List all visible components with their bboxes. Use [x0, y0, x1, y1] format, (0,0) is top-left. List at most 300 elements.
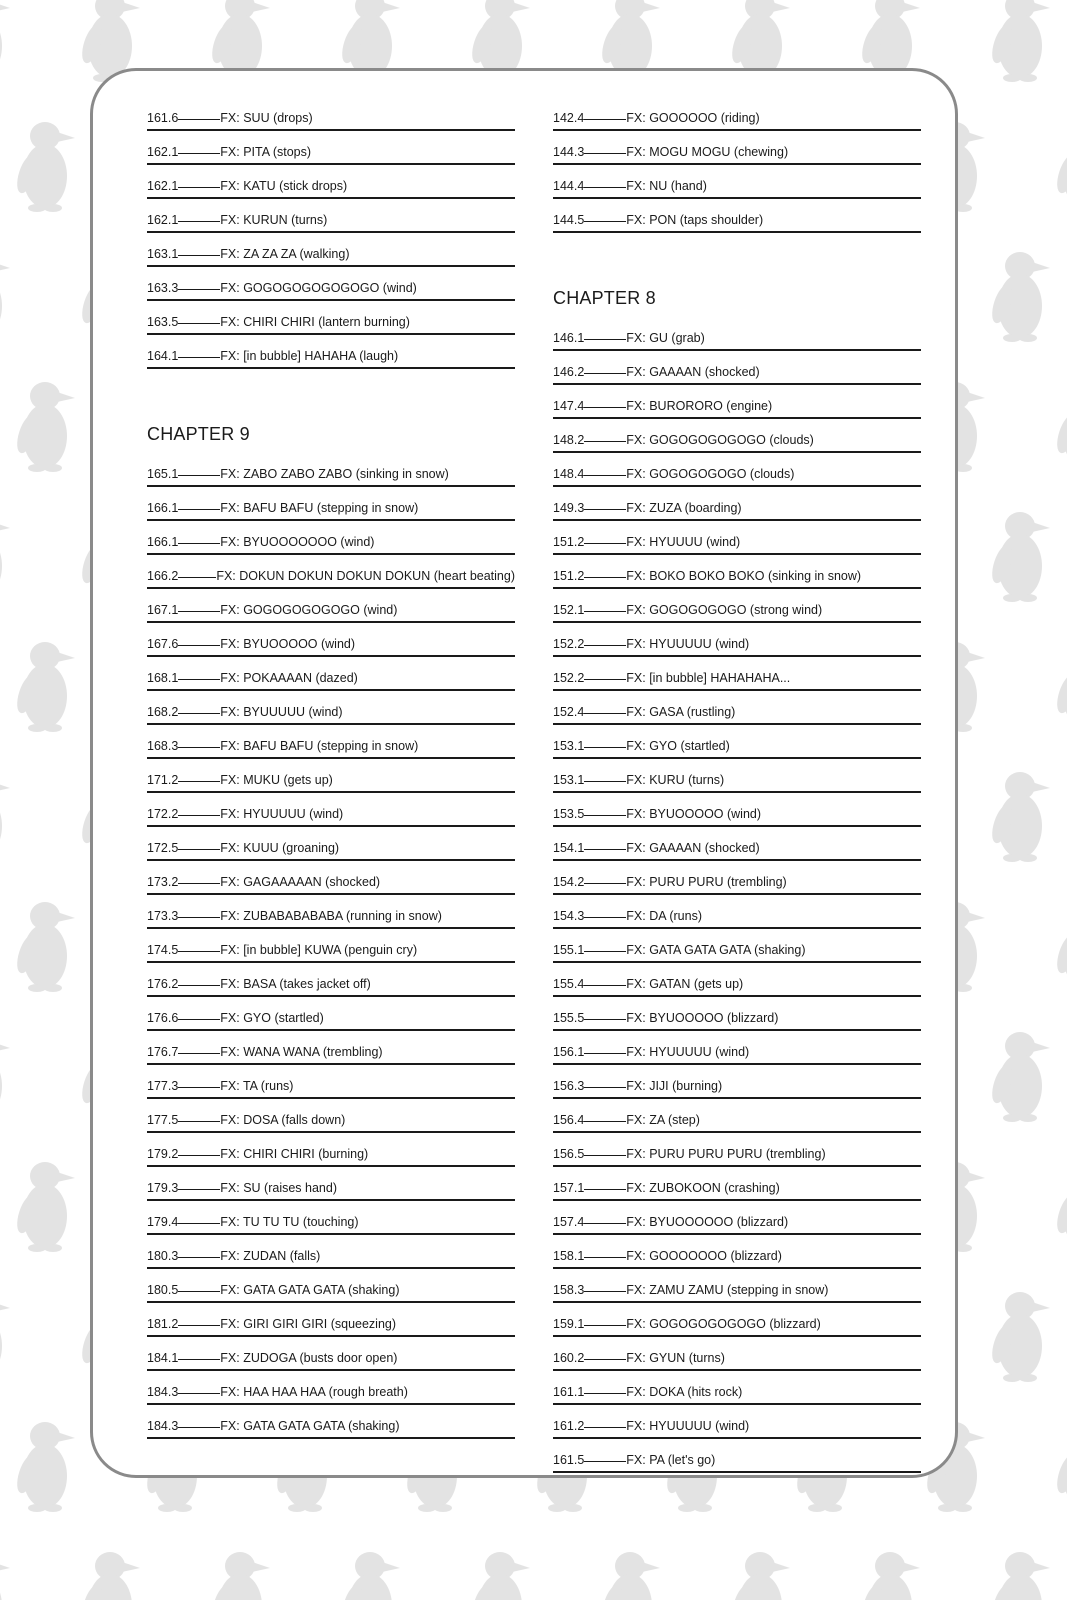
page-panel-number: 157.1 [553, 1181, 585, 1195]
em-dash-separator [584, 1223, 626, 1224]
page-panel-number: 168.3 [147, 739, 179, 753]
fx-entry [147, 555, 515, 589]
penguin-silhouette-icon [988, 1292, 1050, 1382]
penguin-silhouette-icon [1053, 1162, 1067, 1252]
fx-entry [147, 453, 515, 487]
fx-translation: FX: [in bubble] HAHAHA (laugh) [220, 349, 399, 363]
fx-translation: FX: BAFU BAFU (stepping in snow) [220, 501, 419, 515]
page-panel-number: 148.2 [553, 433, 585, 447]
fx-translation: FX: BURORORO (engine) [626, 399, 773, 413]
em-dash-separator [584, 543, 626, 544]
fx-translation: FX: BYUOOOOOOO (wind) [220, 535, 375, 549]
fx-translation: FX: KURU (turns) [626, 773, 725, 787]
penguin-silhouette-icon [0, 512, 10, 602]
fx-translation: FX: GASA (rustling) [626, 705, 736, 719]
em-dash-separator [584, 679, 626, 680]
em-dash-separator [584, 747, 626, 748]
em-dash-separator [178, 781, 220, 782]
page-panel-number: 144.5 [553, 213, 585, 227]
page-panel-number: 158.1 [553, 1249, 585, 1263]
page-panel-number: 152.2 [553, 671, 585, 685]
em-dash-separator [584, 1053, 626, 1054]
page-panel-number: 172.2 [147, 807, 179, 821]
penguin-silhouette-icon [0, 1552, 10, 1600]
penguin-silhouette-icon [13, 902, 75, 992]
fx-translation: FX: GATA GATA GATA (shaking) [220, 1283, 400, 1297]
penguin-silhouette-icon [338, 1552, 400, 1600]
em-dash-separator [178, 713, 220, 714]
page-panel-number: 167.1 [147, 603, 179, 617]
fx-translation: FX: JIJI (burning) [626, 1079, 723, 1093]
em-dash-separator [584, 153, 626, 154]
em-dash-separator [178, 611, 220, 612]
fx-entry [147, 1133, 515, 1167]
fx-entry [147, 1099, 515, 1133]
fx-entry [553, 1405, 921, 1439]
fx-entry [553, 1201, 921, 1235]
penguin-silhouette-icon [1053, 642, 1067, 732]
fx-translation: FX: ZUZA (boarding) [626, 501, 742, 515]
page-panel-number: 155.1 [553, 943, 585, 957]
fx-translation: FX: POKAAAAN (dazed) [220, 671, 358, 685]
fx-translation: FX: GYO (startled) [626, 739, 730, 753]
fx-translation: FX: [in bubble] KUWA (penguin cry) [220, 943, 418, 957]
fx-entry [553, 623, 921, 657]
fx-entry [147, 97, 515, 131]
em-dash-separator [584, 1087, 626, 1088]
fx-entry [553, 997, 921, 1031]
em-dash-separator [584, 119, 626, 120]
penguin-silhouette-icon [1053, 382, 1067, 472]
em-dash-separator [584, 1019, 626, 1020]
penguin-silhouette-icon [1053, 902, 1067, 992]
fx-entry [147, 199, 515, 233]
page-panel-number: 176.7 [147, 1045, 179, 1059]
fx-entry [553, 453, 921, 487]
fx-translation: FX: GOGOGOGOGO (strong wind) [626, 603, 823, 617]
page-panel-number: 168.2 [147, 705, 179, 719]
fx-entry [553, 131, 921, 165]
fx-translation: FX: HYUUUU (wind) [626, 535, 741, 549]
chapter-8-heading: CHAPTER 8 [553, 288, 656, 308]
fx-entry [147, 1235, 515, 1269]
page-panel-number: 159.1 [553, 1317, 585, 1331]
em-dash-separator [178, 221, 220, 222]
em-dash-separator [584, 1291, 626, 1292]
fx-entry [553, 759, 921, 793]
fx-entry [553, 1439, 921, 1473]
em-dash-separator [178, 323, 220, 324]
fx-translation: FX: GOGOGOGOGOGO (wind) [220, 603, 398, 617]
fx-entry [553, 895, 921, 929]
em-dash-separator [584, 1461, 626, 1462]
fx-entry [553, 691, 921, 725]
em-dash-separator [178, 1121, 220, 1122]
penguin-silhouette-icon [1053, 122, 1067, 212]
page-panel-number: 146.1 [553, 331, 585, 345]
page-panel-number: 180.5 [147, 1283, 179, 1297]
em-dash-separator [178, 849, 220, 850]
page-panel-number: 179.3 [147, 1181, 179, 1195]
em-dash-separator [178, 187, 220, 188]
em-dash-separator [178, 289, 220, 290]
fx-translation: FX: MOGU MOGU (chewing) [626, 145, 789, 159]
page-panel-number: 154.1 [553, 841, 585, 855]
page-panel-number: 163.5 [147, 315, 179, 329]
fx-entry [147, 895, 515, 929]
em-dash-separator [178, 1393, 220, 1394]
fx-entry [147, 997, 515, 1031]
fx-entry [553, 521, 921, 555]
fx-translation: FX: ZABO ZABO ZABO (sinking in snow) [220, 467, 449, 481]
fx-translation: FX: ZA ZA ZA (walking) [220, 247, 350, 261]
fx-translation: FX: NU (hand) [626, 179, 707, 193]
em-dash-separator [584, 1325, 626, 1326]
fx-entry [553, 827, 921, 861]
fx-translation: FX: ZUDAN (falls) [220, 1249, 321, 1263]
fx-entry [147, 1371, 515, 1405]
penguin-silhouette-icon [13, 122, 75, 212]
page-panel-number: 184.3 [147, 1419, 179, 1433]
fx-entry [553, 1065, 921, 1099]
fx-entry [147, 487, 515, 521]
penguin-silhouette-icon [598, 1552, 660, 1600]
fx-translation: FX: GU (grab) [626, 331, 705, 345]
fx-entry [553, 793, 921, 827]
page-panel-number: 165.1 [147, 467, 179, 481]
penguin-silhouette-icon [13, 642, 75, 732]
fx-entry [147, 827, 515, 861]
penguin-silhouette-icon [13, 1162, 75, 1252]
penguin-silhouette-icon [988, 772, 1050, 862]
page-panel-number: 162.1 [147, 213, 179, 227]
fx-translation: FX: DA (runs) [626, 909, 702, 923]
page-panel-number: 184.1 [147, 1351, 179, 1365]
fx-translation: FX: GOGOGOGOGOGO (clouds) [626, 433, 814, 447]
page-panel-number: 151.2 [553, 569, 585, 583]
page-panel-number: 181.2 [147, 1317, 179, 1331]
fx-translation: FX: HYUUUUU (wind) [626, 1419, 750, 1433]
em-dash-separator [178, 577, 216, 578]
em-dash-separator [178, 951, 220, 952]
page-panel-number: 164.1 [147, 349, 179, 363]
em-dash-separator [178, 1325, 220, 1326]
fx-entry [553, 555, 921, 589]
page-panel-number: 153.5 [553, 807, 585, 821]
penguin-silhouette-icon [988, 0, 1050, 82]
fx-entry [147, 131, 515, 165]
fx-entry [147, 963, 515, 997]
fx-entry [147, 793, 515, 827]
fx-entry [147, 233, 515, 267]
fx-translation: FX: GOOOOOOO (blizzard) [626, 1249, 782, 1263]
fx-entry [147, 1065, 515, 1099]
fx-entry [553, 165, 921, 199]
page-panel-number: 142.4 [553, 111, 585, 125]
fx-translation: FX: GOGOGOGOGOGOGO (wind) [220, 281, 417, 295]
fx-translation: FX: HYUUUUU (wind) [626, 1045, 750, 1059]
page-panel-number: 154.3 [553, 909, 585, 923]
page-panel-number: 155.4 [553, 977, 585, 991]
penguin-silhouette-icon [1053, 1422, 1067, 1512]
fx-translation: FX: DOKA (hits rock) [626, 1385, 743, 1399]
fx-translation: FX: BYUOOOOO (wind) [626, 807, 762, 821]
fx-translation: FX: GOOOOOO (riding) [626, 111, 760, 125]
em-dash-separator [178, 1427, 220, 1428]
page-panel-number: 177.5 [147, 1113, 179, 1127]
page-panel-number: 163.1 [147, 247, 179, 261]
em-dash-separator [584, 645, 626, 646]
fx-translation: FX: TU TU TU (touching) [220, 1215, 359, 1229]
page-panel-number: 158.3 [553, 1283, 585, 1297]
page-panel-number: 148.4 [553, 467, 585, 481]
fx-translation: FX: [in bubble] HAHAHAHA... [626, 671, 791, 685]
em-dash-separator [584, 509, 626, 510]
fx-translation: FX: PA (let's go) [626, 1453, 716, 1467]
em-dash-separator [584, 441, 626, 442]
em-dash-separator [178, 1291, 220, 1292]
fx-translation: FX: BYUOOOOO (blizzard) [626, 1011, 779, 1025]
fx-translation: FX: BOKO BOKO BOKO (sinking in snow) [626, 569, 862, 583]
page-panel-number: 161.5 [553, 1453, 585, 1467]
fx-translation: FX: BYUUUUU (wind) [220, 705, 343, 719]
em-dash-separator [584, 475, 626, 476]
page-panel-number: 156.5 [553, 1147, 585, 1161]
fx-translation: FX: GIRI GIRI GIRI (squeezing) [220, 1317, 397, 1331]
fx-translation: FX: ZUBABABABABA (running in snow) [220, 909, 442, 923]
page-panel-number: 153.1 [553, 739, 585, 753]
fx-translation: FX: KATU (stick drops) [220, 179, 348, 193]
penguin-silhouette-icon [13, 1422, 75, 1512]
fx-translation: FX: SU (raises hand) [220, 1181, 337, 1195]
penguin-silhouette-icon [0, 1032, 10, 1122]
fx-translation: FX: BYUOOOOO (wind) [220, 637, 356, 651]
em-dash-separator [584, 1359, 626, 1360]
page-panel-number: 153.1 [553, 773, 585, 787]
fx-translation: FX: HAA HAA HAA (rough breath) [220, 1385, 408, 1399]
chapter-9-heading: CHAPTER 9 [147, 424, 250, 444]
fx-entry [147, 929, 515, 963]
fx-translation: FX: GAAAAN (shocked) [626, 365, 760, 379]
page-panel-number: 146.2 [553, 365, 585, 379]
fx-translation: FX: GATAN (gets up) [626, 977, 744, 991]
page-panel-number: 174.5 [147, 943, 179, 957]
em-dash-separator [178, 645, 220, 646]
right-column [553, 97, 921, 1473]
page-panel-number: 179.4 [147, 1215, 179, 1229]
page-panel-number: 149.3 [553, 501, 585, 515]
fx-translation: FX: BAFU BAFU (stepping in snow) [220, 739, 419, 753]
penguin-silhouette-icon [78, 1552, 140, 1600]
fx-translation: FX: DOKUN DOKUN DOKUN DOKUN (heart beating) [216, 569, 515, 583]
em-dash-separator [178, 119, 220, 120]
fx-entry [147, 521, 515, 555]
fx-translation: FX: WANA WANA (trembling) [220, 1045, 383, 1059]
em-dash-separator [584, 339, 626, 340]
em-dash-separator [584, 407, 626, 408]
page-panel-number: 166.1 [147, 501, 179, 515]
em-dash-separator [178, 1257, 220, 1258]
penguin-silhouette-icon [0, 1292, 10, 1382]
em-dash-separator [584, 373, 626, 374]
page-panel-number: 162.1 [147, 179, 179, 193]
fx-entry [553, 1371, 921, 1405]
em-dash-separator [584, 1155, 626, 1156]
penguin-silhouette-icon [468, 1552, 530, 1600]
fx-translation: FX: PURU PURU PURU (trembling) [626, 1147, 826, 1161]
page-panel-number: 154.2 [553, 875, 585, 889]
fx-translation: FX: CHIRI CHIRI (lantern burning) [220, 315, 410, 329]
fx-translation: FX: GAAAAN (shocked) [626, 841, 760, 855]
fx-entry [553, 657, 921, 691]
fx-translation: FX: KUUU (groaning) [220, 841, 340, 855]
em-dash-separator [178, 153, 220, 154]
em-dash-separator [178, 1019, 220, 1020]
em-dash-separator [178, 543, 220, 544]
fx-translation: FX: PON (taps shoulder) [626, 213, 764, 227]
page-panel-number: 177.3 [147, 1079, 179, 1093]
fx-entry [553, 317, 921, 351]
em-dash-separator [584, 1257, 626, 1258]
fx-entry [147, 1031, 515, 1065]
em-dash-separator [584, 781, 626, 782]
fx-translation: FX: HYUUUUU (wind) [220, 807, 344, 821]
fx-translation: FX: GYO (startled) [220, 1011, 324, 1025]
penguin-silhouette-icon [988, 512, 1050, 602]
fx-entry [147, 759, 515, 793]
fx-translation: FX: BASA (takes jacket off) [220, 977, 371, 991]
page-panel-number: 152.1 [553, 603, 585, 617]
page-panel-number: 151.2 [553, 535, 585, 549]
fx-entry [147, 725, 515, 759]
em-dash-separator [178, 1223, 220, 1224]
penguin-silhouette-icon [0, 0, 10, 82]
fx-entry [553, 861, 921, 895]
fx-entry [553, 351, 921, 385]
fx-entry [553, 487, 921, 521]
page-panel-number: 176.6 [147, 1011, 179, 1025]
page-panel-number: 156.1 [553, 1045, 585, 1059]
page-panel-number: 144.4 [553, 179, 585, 193]
fx-entry [147, 1167, 515, 1201]
fx-entry [553, 1235, 921, 1269]
em-dash-separator [584, 815, 626, 816]
page-panel-number: 161.1 [553, 1385, 585, 1399]
fx-translation: FX: GOGOGOGOGO (clouds) [626, 467, 795, 481]
page-panel-number: 179.2 [147, 1147, 179, 1161]
fx-entry [147, 1337, 515, 1371]
fx-translation: FX: ZA (step) [626, 1113, 700, 1127]
page-panel-number: 172.5 [147, 841, 179, 855]
fx-translation: FX: KURUN (turns) [220, 213, 328, 227]
fx-entry [553, 97, 921, 131]
fx-entry [147, 589, 515, 623]
fx-entry [553, 1269, 921, 1303]
em-dash-separator [178, 1155, 220, 1156]
page-panel-number: 152.4 [553, 705, 585, 719]
em-dash-separator [178, 679, 220, 680]
fx-entry [147, 1201, 515, 1235]
penguin-silhouette-icon [728, 1552, 790, 1600]
fx-entry [147, 657, 515, 691]
penguin-silhouette-icon [988, 252, 1050, 342]
em-dash-separator [178, 357, 220, 358]
fx-entry [553, 1099, 921, 1133]
fx-entry [553, 199, 921, 233]
em-dash-separator [584, 951, 626, 952]
penguin-silhouette-icon [13, 382, 75, 472]
fx-entry [553, 1167, 921, 1201]
em-dash-separator [584, 611, 626, 612]
page-panel-number: 176.2 [147, 977, 179, 991]
fx-entry [553, 1133, 921, 1167]
penguin-silhouette-icon [858, 1552, 920, 1600]
fx-translation: FX: PURU PURU (trembling) [626, 875, 787, 889]
fx-translation: FX: ZUBOKOON (crashing) [626, 1181, 780, 1195]
em-dash-separator [178, 917, 220, 918]
fx-translation: FX: CHIRI CHIRI (burning) [220, 1147, 369, 1161]
page-panel-number: 152.2 [553, 637, 585, 651]
fx-entry [147, 165, 515, 199]
fx-entry [553, 1031, 921, 1065]
fx-translation: FX: GOGOGOGOGOGO (blizzard) [626, 1317, 821, 1331]
fx-entry [553, 385, 921, 419]
em-dash-separator [584, 1393, 626, 1394]
page-panel-number: 162.1 [147, 145, 179, 159]
page-panel-number: 171.2 [147, 773, 179, 787]
em-dash-separator [584, 577, 626, 578]
page-panel-number: 166.1 [147, 535, 179, 549]
fx-translation: FX: HYUUUUU (wind) [626, 637, 750, 651]
em-dash-separator [178, 985, 220, 986]
em-dash-separator [178, 747, 220, 748]
em-dash-separator [584, 1427, 626, 1428]
page-panel-number: 168.1 [147, 671, 179, 685]
em-dash-separator [584, 883, 626, 884]
fx-entry [147, 267, 515, 301]
em-dash-separator [178, 255, 220, 256]
page-panel-number: 160.2 [553, 1351, 585, 1365]
page-panel-number: 155.5 [553, 1011, 585, 1025]
em-dash-separator [178, 883, 220, 884]
fx-entry [553, 1337, 921, 1371]
em-dash-separator [584, 985, 626, 986]
page-panel-number: 173.3 [147, 909, 179, 923]
page-panel-number: 147.4 [553, 399, 585, 413]
fx-translation: FX: GATA GATA GATA (shaking) [220, 1419, 400, 1433]
em-dash-separator [178, 1189, 220, 1190]
page-panel-number: 184.3 [147, 1385, 179, 1399]
fx-translation: FX: SUU (drops) [220, 111, 313, 125]
penguin-silhouette-icon [988, 1552, 1050, 1600]
em-dash-separator [584, 221, 626, 222]
em-dash-separator [584, 917, 626, 918]
fx-translation: FX: PITA (stops) [220, 145, 312, 159]
fx-entry [553, 929, 921, 963]
left-column [147, 97, 515, 1439]
em-dash-separator [584, 713, 626, 714]
em-dash-separator [178, 1053, 220, 1054]
fx-translation: FX: GYUN (turns) [626, 1351, 725, 1365]
em-dash-separator [178, 475, 220, 476]
fx-translation: FX: BYUOOOOOO (blizzard) [626, 1215, 789, 1229]
fx-glossary-panel [90, 68, 958, 1478]
em-dash-separator [584, 1189, 626, 1190]
fx-entry [553, 963, 921, 997]
page-panel-number: 180.3 [147, 1249, 179, 1263]
em-dash-separator [584, 187, 626, 188]
fx-translation: FX: DOSA (falls down) [220, 1113, 346, 1127]
